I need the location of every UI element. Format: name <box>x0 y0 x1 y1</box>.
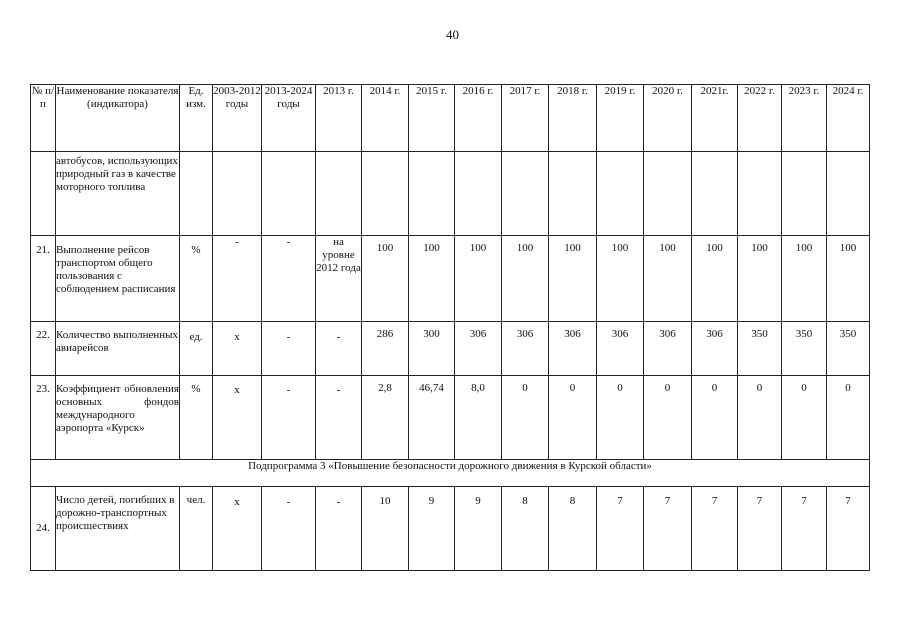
subprogram-row <box>31 460 870 487</box>
cell-period-2003-2012: х <box>213 487 262 571</box>
header-period-2003-2012: 2003-2012 годы <box>213 85 262 152</box>
cell-2020: 306 <box>644 322 692 376</box>
cell-num: 23. <box>31 376 56 460</box>
cell-2024: 0 <box>827 376 870 460</box>
cell-period-2013-2024: - <box>262 322 316 376</box>
cell-2021: 0 <box>692 376 738 460</box>
cell-unit: чел. <box>180 487 213 571</box>
cell-name: Количество выполненных авиарейсов <box>56 322 180 376</box>
cell-2020: 100 <box>644 236 692 322</box>
header-num: № п/п <box>31 85 56 152</box>
cell-2022: 100 <box>738 236 782 322</box>
cell-unit: ед. <box>180 322 213 376</box>
subprogram-title: Подпрограмма 3 «Повышение безопасности дорожного движения в Курской области» <box>31 460 870 487</box>
cell-2020: 7 <box>644 487 692 571</box>
header-2022: 2022 г. <box>738 85 782 152</box>
cell-empty <box>597 152 644 236</box>
table-row-23 <box>31 376 870 460</box>
cell-2013: - <box>316 376 362 460</box>
cell-2021: 7 <box>692 487 738 571</box>
cell-2023: 7 <box>782 487 827 571</box>
cell-2024: 100 <box>827 236 870 322</box>
cell-2015: 46,74 <box>409 376 455 460</box>
cell-2015: 100 <box>409 236 455 322</box>
header-name: Наименование показателя (индикатора) <box>56 85 180 152</box>
header-2020: 2020 г. <box>644 85 692 152</box>
cell-2023: 350 <box>782 322 827 376</box>
page-number: 40 <box>446 27 459 42</box>
cell-empty <box>262 152 316 236</box>
header-2013: 2013 г. <box>316 85 362 152</box>
cell-num <box>31 152 56 236</box>
table-header-row <box>31 85 870 152</box>
cell-2022: 350 <box>738 322 782 376</box>
cell-period-2003-2012: - <box>213 236 262 322</box>
cell-2016: 8,0 <box>455 376 502 460</box>
cell-2019: 100 <box>597 236 644 322</box>
cell-unit: % <box>180 376 213 460</box>
table-row-21 <box>31 236 870 322</box>
cell-empty <box>644 152 692 236</box>
indicators-table <box>30 84 870 571</box>
cell-name: Коэффициент обновления основных фондов международного аэропорта «Курск» <box>56 376 180 460</box>
header-2015: 2015 г. <box>409 85 455 152</box>
cell-2014: 2,8 <box>362 376 409 460</box>
header-2017: 2017 г. <box>502 85 549 152</box>
header-2021: 2021г. <box>692 85 738 152</box>
cell-2013: - <box>316 487 362 571</box>
cell-name: Выполнение рейсов транспортом общего пользования с соблюдением расписания <box>56 236 180 322</box>
cell-2016: 100 <box>455 236 502 322</box>
cell-period-2013-2024: - <box>262 376 316 460</box>
cell-2017: 100 <box>502 236 549 322</box>
cell-period-2013-2024: - <box>262 236 316 322</box>
cell-2018: 100 <box>549 236 597 322</box>
header-period-2013-2024: 2013-2024 годы <box>262 85 316 152</box>
cell-2019: 306 <box>597 322 644 376</box>
header-2024: 2024 г. <box>827 85 870 152</box>
cell-empty <box>213 152 262 236</box>
cell-empty <box>409 152 455 236</box>
cell-2021: 306 <box>692 322 738 376</box>
cell-2018: 8 <box>549 487 597 571</box>
cell-2021: 100 <box>692 236 738 322</box>
cell-2018: 0 <box>549 376 597 460</box>
cell-2019: 0 <box>597 376 644 460</box>
cell-2017: 306 <box>502 322 549 376</box>
cell-period-2003-2012: х <box>213 322 262 376</box>
cell-2017: 8 <box>502 487 549 571</box>
cell-2019: 7 <box>597 487 644 571</box>
table-row-24 <box>31 487 870 571</box>
cell-2024: 7 <box>827 487 870 571</box>
cell-name: автобусов, использующих природный газ в качестве моторного топлива <box>56 152 180 236</box>
cell-empty <box>180 152 213 236</box>
cell-empty <box>782 152 827 236</box>
cell-num: 21. <box>31 236 56 322</box>
cell-2022: 7 <box>738 487 782 571</box>
header-2023: 2023 г. <box>782 85 827 152</box>
cell-empty <box>692 152 738 236</box>
cell-2014: 10 <box>362 487 409 571</box>
table-row-22 <box>31 322 870 376</box>
cell-2013: - <box>316 322 362 376</box>
cell-empty <box>549 152 597 236</box>
cell-empty <box>738 152 782 236</box>
cell-2013: на уровне 2012 года <box>316 236 362 322</box>
cell-2016: 306 <box>455 322 502 376</box>
cell-2015: 9 <box>409 487 455 571</box>
cell-empty <box>362 152 409 236</box>
cell-empty <box>827 152 870 236</box>
cell-2014: 100 <box>362 236 409 322</box>
cell-empty <box>455 152 502 236</box>
cell-unit: % <box>180 236 213 322</box>
cell-empty <box>316 152 362 236</box>
cell-2023: 100 <box>782 236 827 322</box>
cell-2018: 306 <box>549 322 597 376</box>
header-2018: 2018 г. <box>549 85 597 152</box>
header-unit: Ед. изм. <box>180 85 213 152</box>
cell-period-2003-2012: х <box>213 376 262 460</box>
header-2014: 2014 г. <box>362 85 409 152</box>
cell-2023: 0 <box>782 376 827 460</box>
header-2019: 2019 г. <box>597 85 644 152</box>
cell-2022: 0 <box>738 376 782 460</box>
cell-num: 22. <box>31 322 56 376</box>
header-2016: 2016 г. <box>455 85 502 152</box>
cell-2020: 0 <box>644 376 692 460</box>
cell-period-2013-2024: - <box>262 487 316 571</box>
cell-2016: 9 <box>455 487 502 571</box>
cell-2017: 0 <box>502 376 549 460</box>
cell-2024: 350 <box>827 322 870 376</box>
cell-empty <box>502 152 549 236</box>
table-row-continuation <box>31 152 870 236</box>
cell-2014: 286 <box>362 322 409 376</box>
cell-name: Число детей, погибших в дорожно-транспортных происшествиях <box>56 487 180 571</box>
cell-2015: 300 <box>409 322 455 376</box>
cell-num: 24. <box>31 487 56 571</box>
